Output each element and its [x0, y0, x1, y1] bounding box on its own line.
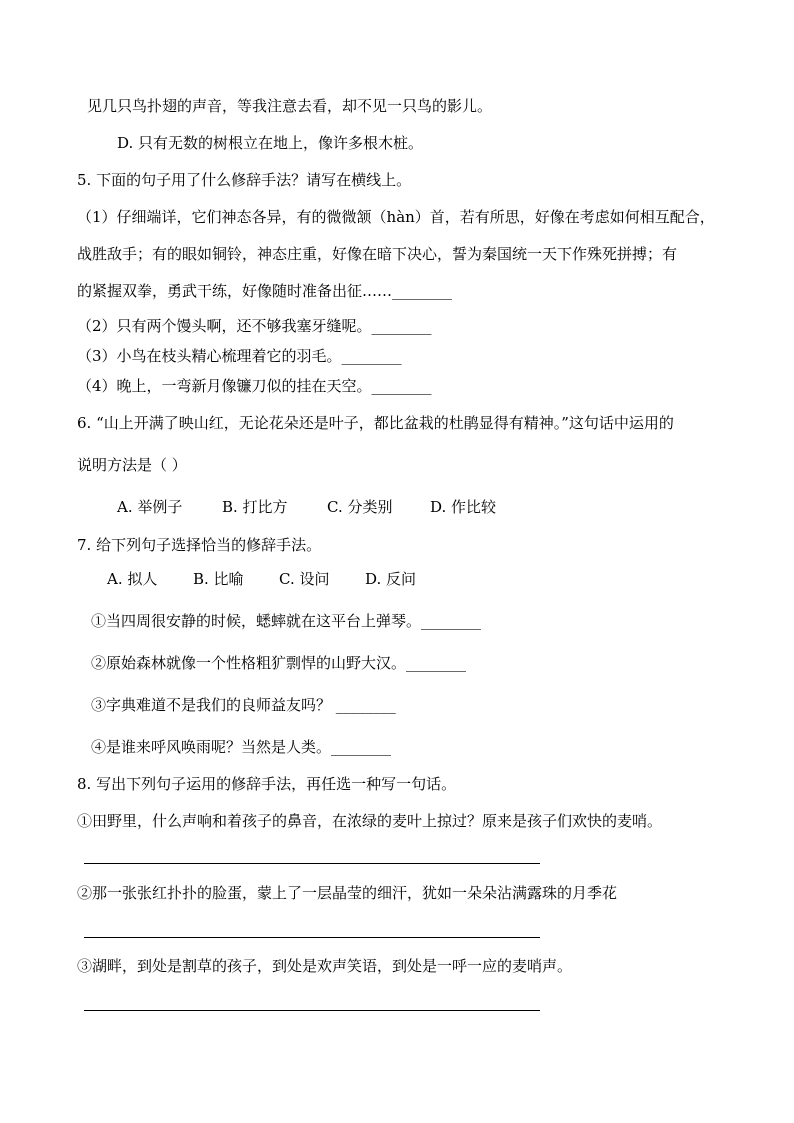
q8-answer-line-3[interactable]	[84, 1010, 540, 1011]
q8-sentence-3: ③湖畔，到处是割草的孩子，到处是欢声笑语，到处是一呼一应的麦哨声。	[77, 957, 573, 975]
q6-option-d: D. 作比较	[430, 498, 497, 516]
q7-options	[107, 569, 416, 589]
q5-item1-line1: （1）仔细端详，它们神态各异，有的微微颔（hàn）首，若有所思，好像在考虑如何相互配合，	[77, 208, 715, 226]
q4-option-c-continuation: 见几只鸟扑翅的声音，等我注意去看，却不见一只鸟的影儿。	[87, 97, 493, 115]
q7-stem: 7. 给下列句子选择恰当的修辞手法。	[77, 536, 322, 554]
q8-sentence-2: ②那一张张红扑扑的脸蛋，蒙上了一层晶莹的细汗，犹如一朵朵沾满露珠的月季花	[77, 884, 618, 902]
q8-answer-line-1[interactable]	[84, 863, 540, 864]
q8-stem: 8. 写出下列句子运用的修辞手法，再任选一种写一句话。	[77, 775, 457, 793]
q7-option-c: C. 设问	[279, 570, 330, 588]
q7-sentence-3: ③字典难道不是我们的良师益友吗？ ________	[91, 696, 396, 714]
q5-item1-line3: 的紧握双拳，勇武干练，好像随时准备出征……________	[77, 282, 453, 300]
q7-option-d: D. 反问	[365, 570, 417, 588]
q5-item1-line2: 战胜敌手；有的眼如铜铃，神态庄重，好像在暗下决心，誓为秦国统一天下作殊死拼搏；有	[77, 245, 678, 263]
q8-answer-line-2[interactable]	[84, 937, 540, 938]
q5-item4: （4）晚上，一弯新月像镰刀似的挂在天空。________	[77, 377, 432, 395]
q6-options	[117, 497, 496, 517]
q5-item3: （3）小鸟在枝头精心梳理着它的羽毛。________	[77, 347, 402, 365]
q6-stem-line2: 说明方法是（ ）	[77, 456, 187, 474]
q7-sentence-1: ①当四周很安静的时候，蟋蟀就在这平台上弹琴。________	[91, 612, 482, 630]
q6-option-a: A. 举例子	[117, 498, 183, 516]
q7-sentence-2: ②原始森林就像一个性格粗犷剽悍的山野大汉。________	[91, 654, 467, 672]
q7-option-a: A. 拟人	[107, 570, 158, 588]
q8-sentence-1: ①田野里，什么声响和着孩子的鼻音，在浓绿的麦叶上掠过？原来是孩子们欢快的麦哨。	[77, 812, 663, 830]
q5-item2: （2）只有两个馒头啊，还不够我塞牙缝呢。________	[77, 317, 432, 335]
q6-stem-line1: 6. “山上开满了映山红，无论花朵还是叶子，都比盆栽的杜鹃显得有精神。”这句话中运用的	[77, 414, 674, 432]
q6-option-c: C. 分类别	[327, 498, 393, 516]
q7-option-b: B. 比喻	[193, 570, 244, 588]
q6-option-b: B. 打比方	[222, 498, 288, 516]
q7-sentence-4: ④是谁来呼风唤雨呢？当然是人类。________	[91, 738, 392, 756]
q4-option-d: D. 只有无数的树根立在地上，像许多根木桩。	[117, 134, 424, 152]
q5-stem: 5. 下面的句子用了什么修辞手法？请写在横线上。	[77, 171, 412, 189]
